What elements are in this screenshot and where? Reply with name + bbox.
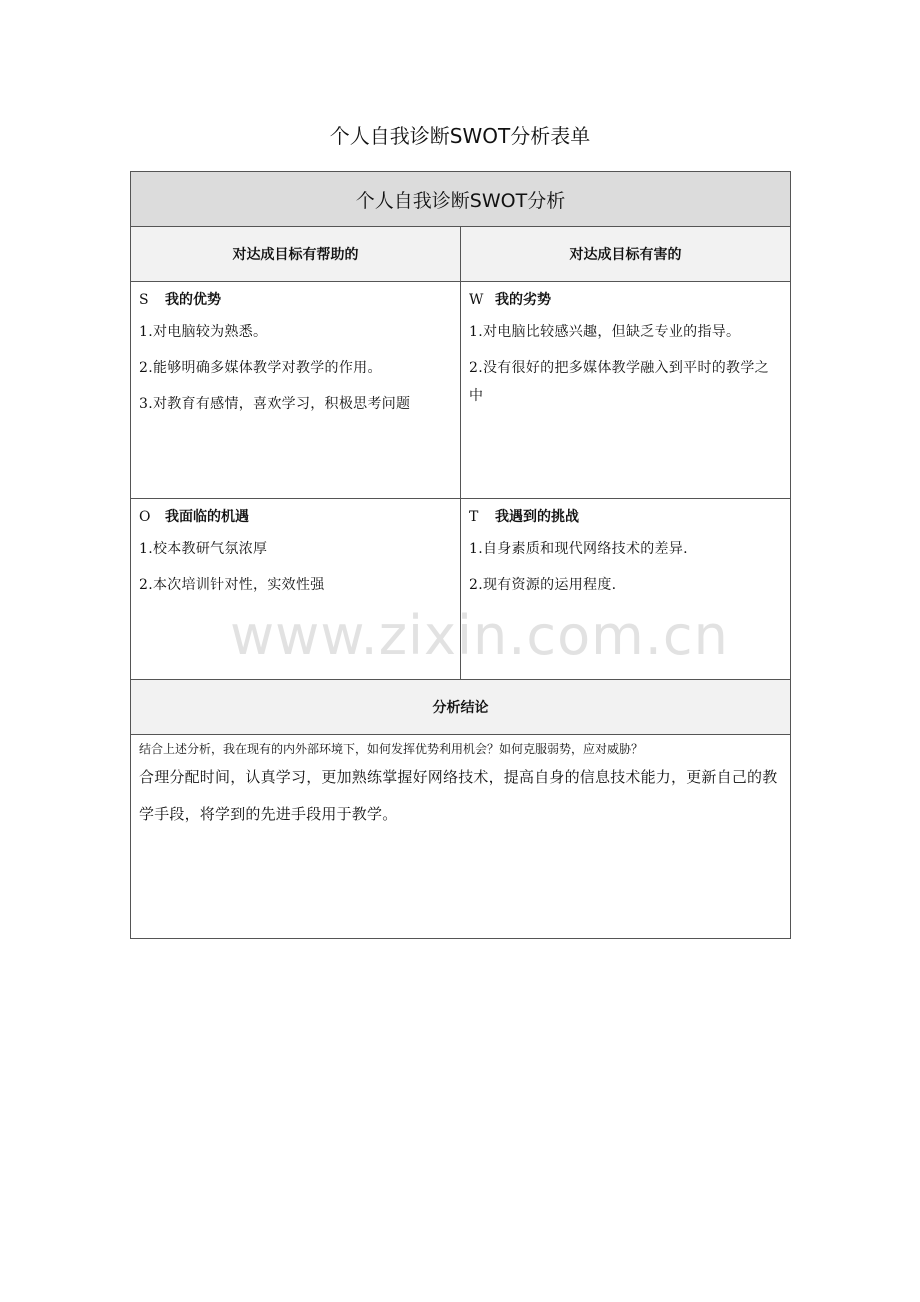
ot-row — [131, 499, 791, 680]
swot-table — [130, 171, 791, 939]
watermark: www.zixin.com.cn — [230, 604, 729, 667]
strengths-item: 2.能够明确多媒体教学对教学的作用。 — [139, 360, 382, 376]
weaknesses-heading — [469, 290, 782, 310]
sw-row — [131, 282, 791, 499]
column-header-row — [131, 227, 791, 282]
threats-cell — [461, 499, 791, 680]
strengths-title: 我的优势 — [165, 292, 221, 308]
column-harmful-header: 对达成目标有害的 — [461, 227, 791, 282]
threats-item: 2.现有资源的运用程度. — [469, 577, 617, 593]
conclusion-cell — [131, 735, 791, 939]
opportunities-item: 1.校本教研气氛浓厚 — [139, 541, 268, 557]
opportunities-heading — [139, 507, 452, 527]
weaknesses-title: 我的劣势 — [495, 292, 551, 308]
weaknesses-cell — [461, 282, 791, 499]
opportunities-item: 2.本次培训针对性，实效性强 — [139, 577, 325, 593]
strengths-letter: S — [139, 292, 149, 308]
opportunities-title: 我面临的机遇 — [165, 509, 249, 525]
strengths-cell — [131, 282, 461, 499]
conclusion-header-row — [131, 680, 791, 735]
opportunities-letter: O — [139, 509, 151, 525]
table-header: 个人自我诊断SWOT分析 — [131, 172, 791, 227]
conclusion-text: 合理分配时间，认真学习，更加熟练掌握好网络技术，提高自身的信息技术能力，更新自己的教学手段，将学到的先进手段用于教学。 — [139, 768, 778, 823]
table-header-row — [131, 172, 791, 227]
threats-letter: T — [469, 509, 479, 525]
conclusion-row — [131, 735, 791, 939]
conclusion-header: 分析结论 — [131, 680, 791, 735]
document-title: 个人自我诊断SWOT分析表单 — [329, 124, 591, 148]
column-helpful-header: 对达成目标有帮助的 — [131, 227, 461, 282]
threats-item: 1.自身素质和现代网络技术的差异. — [469, 541, 688, 557]
threats-heading — [469, 507, 782, 527]
strengths-item: 3.对教育有感情，喜欢学习，积极思考问题 — [139, 396, 411, 412]
weaknesses-item: 2.没有很好的把多媒体教学融入到平时的教学之中 — [469, 360, 769, 404]
strengths-heading — [139, 290, 452, 310]
opportunities-cell — [131, 499, 461, 680]
strengths-item: 1.对电脑较为熟悉。 — [139, 324, 268, 340]
weaknesses-letter: W — [469, 292, 484, 308]
conclusion-prompt: 结合上述分析，我在现有的内外部环境下，如何发挥优势利用机会？如何克服弱势，应对威胁？ — [139, 742, 644, 756]
threats-title: 我遇到的挑战 — [495, 509, 579, 525]
weaknesses-item: 1.对电脑比较感兴趣，但缺乏专业的指导。 — [469, 324, 741, 340]
